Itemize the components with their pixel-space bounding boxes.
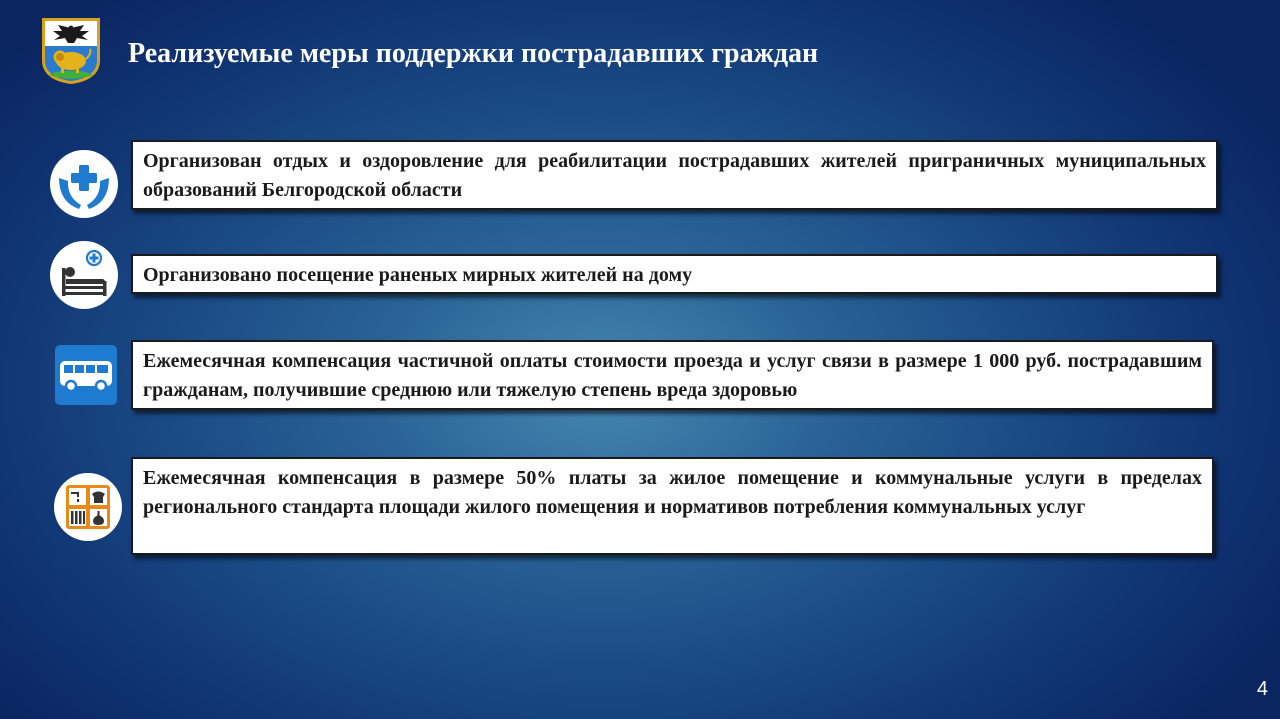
support-measure-card xyxy=(131,254,1218,294)
page-title: Реализуемые меры поддержки пострадавших граждан xyxy=(128,38,819,69)
support-measure-card xyxy=(131,140,1218,210)
support-measure-text: Организован отдых и оздоровление для реабилитации пострадавших жителей приграничных муниципальных образований Белгородской области xyxy=(143,150,1206,201)
support-measure-card xyxy=(131,340,1214,410)
support-measure-text: Ежемесячная компенсация в размере 50% платы за жилое помещение и коммунальные услуги в пределах регионального стандарта площади жилого помещения и нормативов потребления коммунальных услуг xyxy=(143,467,1202,518)
support-measure-card xyxy=(131,457,1214,555)
care-hands-cross-icon xyxy=(50,150,118,218)
patient-bed-icon xyxy=(50,241,118,309)
support-measure-text: Ежемесячная компенсация частичной оплаты стоимости проезда и услуг связи в размере 1 000 руб. пострадавшим гражданам, получившие среднюю или тяжелую степень вреда здоровью xyxy=(143,350,1202,401)
support-measure-text: Организовано посещение раненых мирных жителей на дому xyxy=(143,264,693,286)
bus-icon xyxy=(55,345,117,405)
utilities-icon xyxy=(54,473,122,541)
page-number: 4 xyxy=(1256,678,1268,700)
coat-of-arms-icon xyxy=(40,16,102,86)
